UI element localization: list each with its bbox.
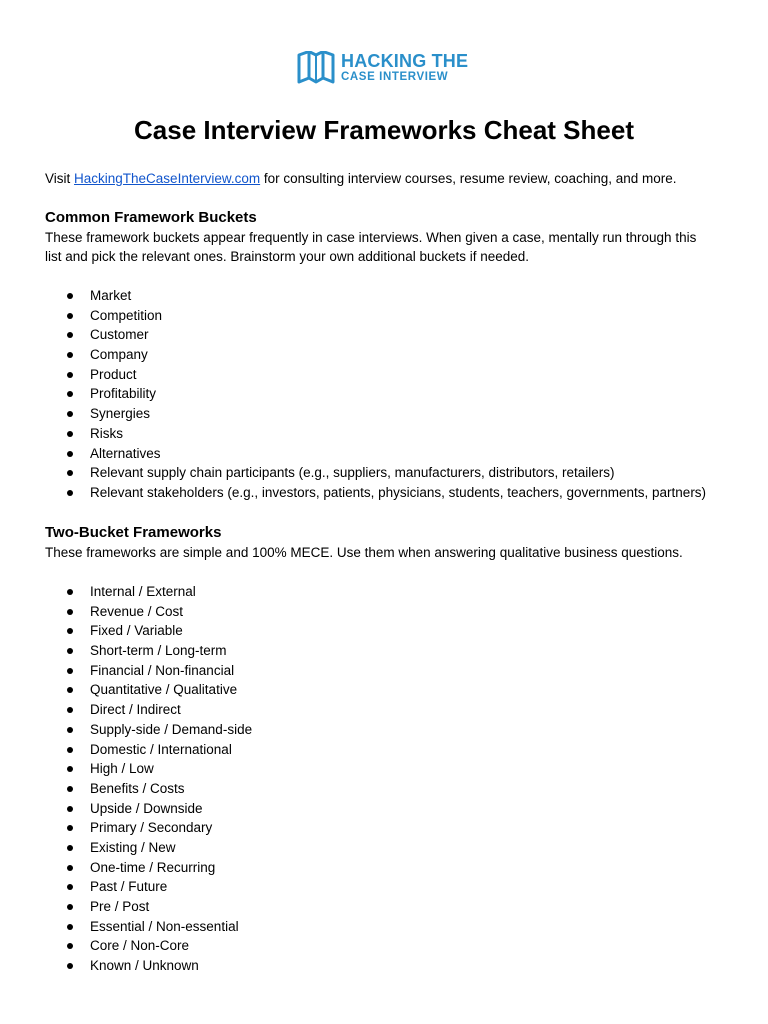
bullet-icon	[67, 470, 73, 476]
list-item-text: High / Low	[90, 761, 154, 777]
bullet-icon	[67, 806, 73, 812]
list-item	[0, 621, 768, 641]
section-heading-two-bucket: Two-Bucket Frameworks	[45, 524, 222, 541]
bullet-icon	[67, 391, 73, 397]
bullet-icon	[67, 707, 73, 713]
logo-line2: CASE INTERVIEW	[341, 71, 449, 84]
page-title: Case Interview Frameworks Cheat Sheet	[134, 115, 634, 145]
bullet-icon	[67, 332, 73, 338]
list-item	[0, 463, 768, 483]
list-item-text: Company	[90, 347, 148, 363]
list-item-text: Direct / Indirect	[90, 702, 181, 718]
bullet-icon	[67, 648, 73, 654]
section-description-common-buckets	[45, 229, 735, 266]
bullet-icon	[67, 687, 73, 693]
list-item-text: Quantitative / Qualitative	[90, 682, 238, 698]
list-item-text: Revenue / Cost	[90, 603, 184, 619]
list-item	[0, 858, 768, 878]
list-item-text: Financial / Non-financial	[90, 662, 235, 678]
open-book-icon	[297, 51, 335, 85]
bullet-icon	[67, 943, 73, 949]
list-item-text: Competition	[90, 307, 163, 323]
list-item	[0, 700, 768, 720]
bullet-icon	[67, 313, 73, 319]
list-item-text: Relevant supply chain participants (e.g., suppliers, manufacturers, distributors, retailers)	[90, 465, 615, 481]
website-link[interactable]: HackingTheCaseInterview.com	[74, 171, 261, 186]
bullet-icon	[67, 845, 73, 851]
bullet-icon	[67, 293, 73, 299]
list-item-text: Past / Future	[90, 879, 168, 895]
logo-wordmark	[341, 52, 468, 84]
list-item-text: Customer	[90, 327, 149, 343]
bullet-icon	[67, 668, 73, 674]
section-description-two-bucket	[45, 544, 735, 563]
list-item	[0, 936, 768, 956]
list-item	[0, 661, 768, 681]
list-item	[0, 838, 768, 858]
list-item	[0, 582, 768, 602]
visit-suffix: for consulting interview courses, resume review, coaching, and more.	[260, 171, 677, 186]
description-line: list and pick the relevant ones. Brainstorm your own additional buckets if needed.	[45, 248, 530, 264]
list-item-text: Essential / Non-essential	[90, 918, 239, 934]
list-item	[0, 897, 768, 917]
section-heading-common-buckets: Common Framework Buckets	[45, 209, 257, 226]
list-item-text: Risks	[90, 425, 123, 441]
list-item	[0, 680, 768, 700]
list-item-text: Pre / Post	[90, 899, 150, 914]
bullet-icon	[67, 727, 73, 733]
bullet-icon	[67, 884, 73, 890]
list-item	[0, 740, 768, 760]
list-item-text: Primary / Secondary	[90, 820, 213, 836]
list-item-text: Profitability	[90, 386, 157, 402]
list-item	[0, 877, 768, 897]
logo-line1: HACKING THE	[341, 51, 469, 72]
logo	[297, 50, 475, 86]
list-item-text: Upside / Downside	[90, 800, 203, 816]
bullet-icon	[67, 589, 73, 595]
list-item-text: Relevant stakeholders (e.g., investors, patients, physicians, students, teachers, governments, partners)	[90, 484, 707, 500]
list-item	[0, 818, 768, 838]
list-item	[0, 345, 768, 365]
list-item	[0, 365, 768, 385]
bullet-icon	[67, 865, 73, 871]
bullet-icon	[67, 924, 73, 930]
visit-line	[45, 169, 735, 189]
bullet-icon	[67, 766, 73, 772]
list-item-text: Synergies	[90, 406, 151, 422]
common-buckets-list	[0, 286, 768, 503]
list-item	[0, 917, 768, 937]
bullet-icon	[67, 372, 73, 378]
bullet-icon	[67, 747, 73, 753]
bullet-icon	[67, 451, 73, 457]
list-item-text: Existing / New	[90, 839, 176, 855]
list-item-text: Market	[90, 288, 132, 303]
list-item	[0, 483, 768, 503]
list-item-text: Alternatives	[90, 445, 161, 461]
list-item	[0, 720, 768, 740]
list-item	[0, 956, 768, 976]
bullet-icon	[67, 431, 73, 437]
list-item	[0, 404, 768, 424]
bullet-icon	[67, 786, 73, 792]
bullet-icon	[67, 352, 73, 358]
list-item-text: Domestic / International	[90, 741, 232, 757]
list-item	[0, 759, 768, 779]
list-item	[0, 424, 768, 444]
description-line: These frameworks are simple and 100% MECE. Use them when answering qualitative business questions.	[45, 545, 683, 560]
bullet-icon	[67, 609, 73, 615]
list-item	[0, 444, 768, 464]
list-item-text: Short-term / Long-term	[90, 643, 227, 659]
visit-prefix: Visit	[45, 171, 75, 186]
bullet-icon	[67, 628, 73, 634]
list-item-text: Fixed / Variable	[90, 623, 183, 639]
list-item-text: One-time / Recurring	[90, 859, 216, 875]
bullet-icon	[67, 963, 73, 969]
list-item-text: Known / Unknown	[90, 958, 199, 974]
list-item	[0, 286, 768, 306]
list-item	[0, 799, 768, 819]
list-item	[0, 306, 768, 326]
two-bucket-list	[0, 582, 768, 976]
list-item-text: Internal / External	[90, 584, 196, 599]
list-item-text: Supply-side / Demand-side	[90, 721, 253, 737]
list-item-text: Benefits / Costs	[90, 780, 185, 796]
description-line: These framework buckets appear frequently in case interviews. When given a case, mentally run through this	[45, 230, 697, 245]
bullet-icon	[67, 490, 73, 496]
list-item	[0, 384, 768, 404]
list-item	[0, 779, 768, 799]
list-item	[0, 602, 768, 622]
list-item	[0, 641, 768, 661]
bullet-icon	[67, 904, 73, 910]
list-item	[0, 325, 768, 345]
bullet-icon	[67, 825, 73, 831]
bullet-icon	[67, 411, 73, 417]
list-item-text: Core / Non-Core	[90, 938, 190, 954]
list-item-text: Product	[90, 366, 137, 382]
